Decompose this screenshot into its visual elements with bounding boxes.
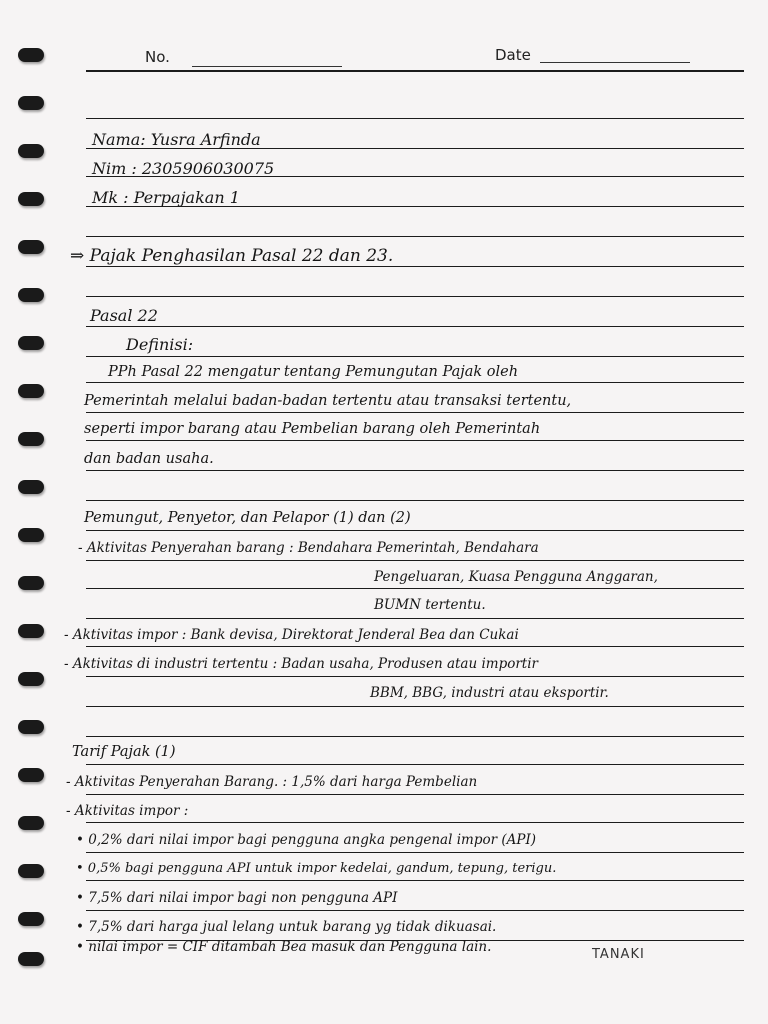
signature: TANAKI xyxy=(592,947,645,962)
pemungut-line: - Aktivitas impor : Bank devisa, Direktorat Jenderal Bea dan Cukai xyxy=(64,627,519,643)
date-label: Date xyxy=(495,46,531,64)
definisi-heading: Definisi: xyxy=(126,335,194,354)
spiral-binding xyxy=(10,40,50,980)
course-name: Mk : Perpajakan 1 xyxy=(92,188,240,207)
tarif-line: - Aktivitas impor : xyxy=(66,803,189,819)
pemungut-line: - Aktivitas Penyerahan barang : Bendahara Pemerintah, Bendahara xyxy=(78,540,539,556)
tarif-line: - Aktivitas Penyerahan Barang. : 1,5% dari harga Pembelian xyxy=(66,774,478,790)
pemungut-line: Pengeluaran, Kuasa Pengguna Anggaran, xyxy=(374,569,658,585)
date-line xyxy=(540,62,690,63)
pemungut-line: - Aktivitas di industri tertentu : Badan usaha, Produsen atau importir xyxy=(64,656,538,672)
tarif-bullet: • 0,2% dari nilai impor bagi pengguna angka pengenal impor (API) xyxy=(76,832,537,848)
definisi-line: PPh Pasal 22 mengatur tentang Pemungutan Pajak oleh xyxy=(108,364,519,380)
tarif-heading: Tarif Pajak (1) xyxy=(72,744,176,760)
pemungut-line: BUMN tertentu. xyxy=(374,597,486,613)
student-nim: Nim : 2305906030075 xyxy=(92,159,275,178)
definisi-line: seperti impor barang atau Pembelian barang oleh Pemerintah xyxy=(84,421,541,437)
pasal-heading: Pasal 22 xyxy=(90,306,158,325)
no-line xyxy=(192,66,342,67)
tarif-bullet: • nilai impor = CIF ditambah Bea masuk dan Pengguna lain. xyxy=(76,939,492,955)
pemungut-heading: Pemungut, Penyetor, dan Pelapor (1) dan (2) xyxy=(84,510,411,526)
definisi-line: dan badan usaha. xyxy=(84,451,214,467)
page-header xyxy=(140,48,708,72)
no-label: No. xyxy=(145,48,170,66)
pemungut-line: BBM, BBG, industri atau eksportir. xyxy=(370,685,609,701)
definisi-line: Pemerintah melalui badan-badan tertentu atau transaksi tertentu, xyxy=(84,393,572,409)
topic-title: ⇒ Pajak Penghasilan Pasal 22 dan 23. xyxy=(70,246,394,266)
tarif-bullet: • 7,5% dari harga jual lelang untuk barang yg tidak dikuasai. xyxy=(76,919,497,935)
tarif-bullet: • 7,5% dari nilai impor bagi non pengguna API xyxy=(76,890,398,906)
tarif-bullet: • 0,5% bagi pengguna API untuk impor kedelai, gandum, tepung, terigu. xyxy=(76,861,557,876)
student-name: Nama: Yusra Arfinda xyxy=(92,130,261,149)
